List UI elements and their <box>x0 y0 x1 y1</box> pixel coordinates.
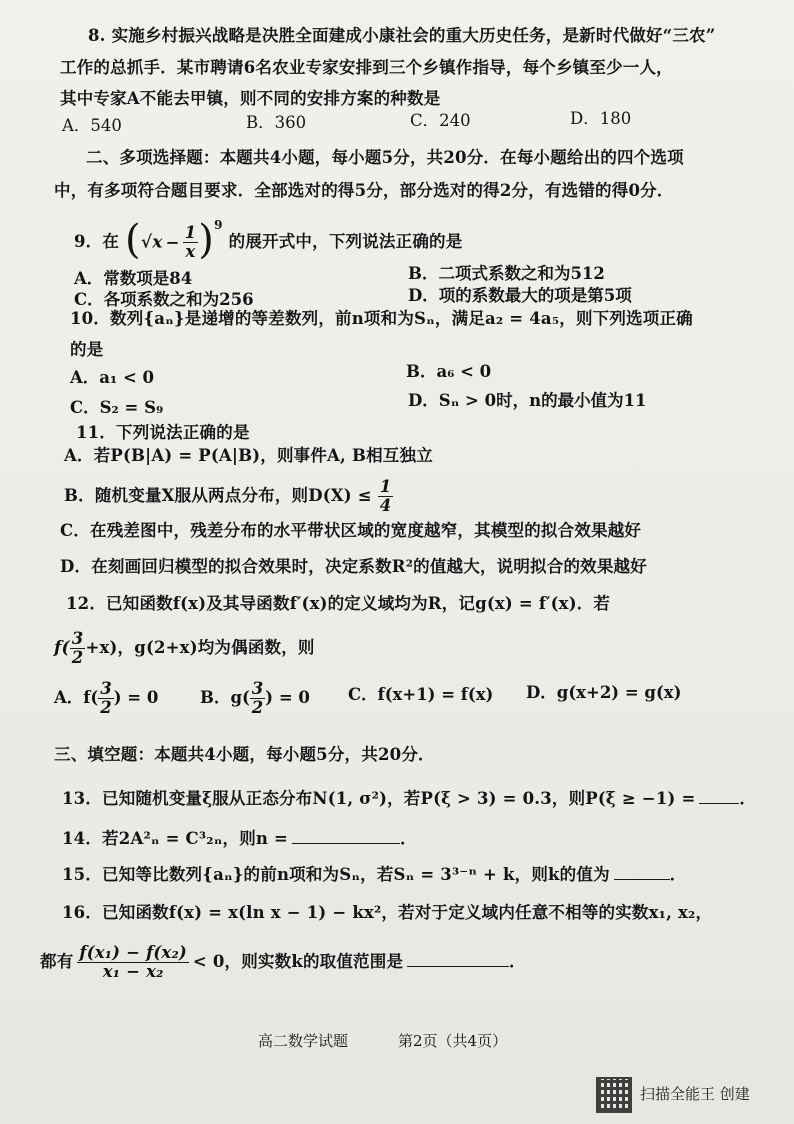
q16-end: ． <box>509 952 526 971</box>
section2-heading: 二、多项选择题：本题共4小题，每小题5分，共20分．在每小题给出的四个选项 <box>86 148 684 167</box>
q12-frac-den: 2 <box>71 648 84 667</box>
q12-option-a <box>54 680 158 724</box>
q8-line1: 8. 实施乡村振兴战略是决胜全面建成小康社会的重大历史任务，是新时代做好“三农” <box>88 26 716 45</box>
q15-text: 15．已知等比数列{aₙ}的前n项和为Sₙ，若Sₙ = 3³⁻ⁿ + k，则k的值为 <box>62 865 610 884</box>
q10-option-c: C．S₂ = S₉ <box>70 398 164 417</box>
q12-line2 <box>54 630 315 674</box>
q16-answer-blank[interactable] <box>407 950 509 967</box>
q9-suffix: 的展开式中，下列说法正确的是 <box>228 232 463 251</box>
q12-option-b-fraction <box>250 680 265 717</box>
q16-line2-pre: 都有 <box>40 952 74 971</box>
q9-option-b: B．二项式系数之和为512 <box>408 264 605 283</box>
q12-option-b-den: 2 <box>251 698 264 717</box>
q12-frac-num: 3 <box>71 629 84 648</box>
q12-option-a-den: 2 <box>100 698 112 717</box>
q16-frac-num: f(x₁) − f(x₂) <box>79 943 187 962</box>
q11-frac-den: 4 <box>379 496 392 515</box>
q9-fraction <box>183 224 199 261</box>
q13-end: ． <box>739 789 757 808</box>
q12-option-b <box>200 680 310 724</box>
q12-option-b-pre: B．g( <box>200 688 250 707</box>
q9-stem <box>74 216 463 272</box>
q12-option-a-fraction <box>98 680 113 717</box>
q16-line2-post: < 0，则实数k的取值范围是 <box>192 952 404 971</box>
q11-option-d: D．在刻画回归模型的拟合效果时，决定系数R²的值越大，说明拟合的效果越好 <box>60 557 647 576</box>
q13-answer-blank[interactable] <box>699 787 739 804</box>
qr-code-icon <box>596 1077 632 1113</box>
q13 <box>62 787 756 810</box>
q9-option-d: D．项的系数最大的项是第5项 <box>408 286 632 305</box>
section3-heading: 三、填空题：本题共4小题，每小题5分，共20分． <box>54 745 435 764</box>
scanner-brand-label: 扫描全能王 创建 <box>640 1085 750 1103</box>
q9-frac-num: 1 <box>184 223 197 242</box>
q16-frac-den: x₁ − x₂ <box>102 962 164 981</box>
q13-text: 13．已知随机变量ξ服从正态分布N(1, σ²)，若P(ξ > 3) = 0.3，则P(ξ ≥ −1) = <box>62 789 696 808</box>
footer-page-number: 第2页（共4页） <box>398 1032 508 1050</box>
q8-line2: 工作的总抓手．某市聘请6名农业专家安排到三个乡镇作指导，每个乡镇至少一人， <box>60 58 673 77</box>
q10-line1: 10．数列{aₙ}是递增的等差数列，前n项和为Sₙ，满足a₂ = 4a₅，则下列选项正确 <box>70 309 693 328</box>
q12-option-a-post: ) = 0 <box>113 688 159 707</box>
section2-instructions: 中，有多项符合题目要求．全部选对的得5分，部分选对的得2分，有选错的得0分． <box>54 181 674 200</box>
q10-option-a: A．a₁ < 0 <box>70 368 155 387</box>
q12-option-a-num: 3 <box>100 679 112 698</box>
q15-answer-blank[interactable] <box>614 863 670 880</box>
q9-prefix: 9．在 <box>74 232 120 251</box>
footer-subject: 高二数学试题 <box>258 1032 349 1050</box>
q14-text: 14．若2A²ₙ = C³₂ₙ，则n = <box>62 829 289 848</box>
q9-power: 9 <box>214 217 223 232</box>
q11-option-b <box>64 478 393 518</box>
q12-option-d: D．g(x+2) = g(x) <box>526 683 682 702</box>
q9-sqrt-x: √x <box>140 232 163 253</box>
q8-line3: 其中专家A不能去甲镇，则不同的安排方案的种数是 <box>60 89 441 108</box>
q9-close-paren: ) <box>198 216 215 263</box>
q12-line1: 12．已知函数f(x)及其导函数f′(x)的定义域均为R，记g(x) = f′(x)．若 <box>66 594 611 613</box>
q8-option-c: C．240 <box>410 111 471 130</box>
q14-end: ． <box>400 829 417 848</box>
q14 <box>62 827 417 850</box>
q12-option-b-post: ) = 0 <box>265 688 310 707</box>
q11-frac-num: 1 <box>379 477 392 496</box>
q11-stem: 11．下列说法正确的是 <box>76 423 250 442</box>
q9-minus: − <box>165 232 180 252</box>
q12-f-open: f( <box>54 638 70 658</box>
q9-open-paren: ( <box>125 216 141 263</box>
q16-line1: 16．已知函数f(x) = x(ln x − 1) − kx²，若对于定义域内任意不相等的实数x₁, x₂， <box>62 903 713 922</box>
q12-option-c: C．f(x+1) = f(x) <box>348 685 494 704</box>
q10-line2: 的是 <box>70 340 104 359</box>
q9-option-c: C．各项系数之和为256 <box>74 290 254 309</box>
q8-option-b: B．360 <box>246 113 307 132</box>
q15 <box>62 863 686 886</box>
q12-option-a-pre: A．f( <box>54 688 99 707</box>
q8-option-a: A．540 <box>62 116 122 135</box>
q16-fraction <box>77 944 188 981</box>
q12-option-b-num: 3 <box>251 679 264 698</box>
q12-line2-rest: +x)，g(2+x)均为偶函数，则 <box>85 638 315 657</box>
q9-option-a: A．常数项是84 <box>74 269 193 288</box>
q11-option-b-text: B．随机变量X服从两点分布，则D(X) ≤ <box>64 486 372 505</box>
q11-option-a: A．若P(B|A) = P(A|B)，则事件A, B相互独立 <box>64 446 433 465</box>
q15-end: ． <box>669 865 687 884</box>
q8-option-d: D．180 <box>570 109 632 128</box>
q14-answer-blank[interactable] <box>292 827 400 844</box>
q11-option-b-fraction <box>378 478 394 515</box>
q10-option-d: D．Sₙ > 0时，n的最小值为11 <box>408 391 647 410</box>
q12-fraction <box>70 630 86 667</box>
q11-option-c: C．在残差图中，残差分布的水平带状区域的宽度越窄，其模型的拟合效果越好 <box>60 521 642 540</box>
q16-line2 <box>40 944 526 992</box>
q10-option-b: B．a₆ < 0 <box>406 362 492 381</box>
q9-frac-den: x <box>185 242 196 261</box>
